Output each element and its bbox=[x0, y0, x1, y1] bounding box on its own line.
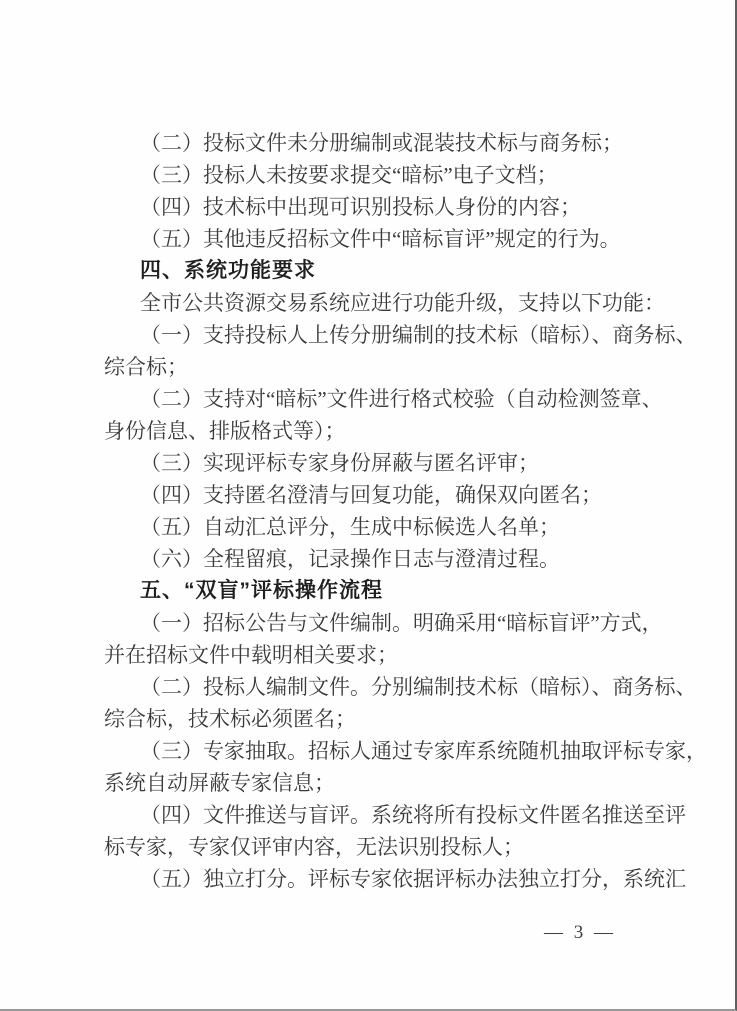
doc-line: 标专家，专家仅评审内容，无法识别投标人； bbox=[104, 835, 524, 859]
document-body bbox=[104, 127, 707, 895]
doc-line: （三）专家抽取。招标人通过专家库系统随机抽取评标专家， bbox=[140, 739, 707, 763]
doc-line: （一）支持投标人上传分册编制的技术标（暗标）、商务标、 bbox=[140, 323, 697, 347]
doc-line: （五）自动汇总评分，生成中标候选人名单； bbox=[140, 515, 560, 539]
doc-line: （二）投标人编制文件。分别编制技术标（暗标）、商务标、 bbox=[140, 675, 697, 699]
doc-line: （五）独立打分。评标专家依据评标办法独立打分，系统汇 bbox=[140, 867, 686, 891]
doc-line: （四）文件推送与盲评。系统将所有投标文件匿名推送至评 bbox=[140, 803, 686, 827]
doc-line: 系统自动屏蔽专家信息； bbox=[104, 771, 335, 795]
doc-line: （二）支持对“暗标”文件进行格式校验（自动检测签章、 bbox=[140, 387, 663, 411]
doc-line: 身份信息、排版格式等）； bbox=[104, 419, 346, 443]
section-heading: 四、系统功能要求 bbox=[140, 259, 316, 282]
page-number: — 3 — bbox=[544, 922, 616, 943]
doc-line: 综合标，技术标必须匿名； bbox=[104, 707, 356, 731]
doc-line: （一）招标公告与文件编制。明确采用“暗标盲评”方式， bbox=[140, 611, 663, 635]
section-heading: 五、“双盲”评标操作流程 bbox=[140, 579, 383, 602]
doc-line: （三）投标人未按要求提交“暗标”电子文档； bbox=[140, 163, 558, 187]
doc-line: 综合标； bbox=[104, 355, 188, 379]
doc-line: （五）其他违反招标文件中“暗标盲评”规定的行为。 bbox=[140, 227, 621, 251]
doc-line: 全市公共资源交易系统应进行功能升级，支持以下功能： bbox=[140, 291, 665, 315]
doc-line: （四）支持匿名澄清与回复功能，确保双向匿名； bbox=[140, 483, 602, 507]
doc-line: （六）全程留痕，记录操作日志与澄清过程。 bbox=[140, 547, 560, 571]
doc-line: （三）实现评标专家身份屏蔽与匿名评审； bbox=[140, 451, 539, 475]
doc-line: 并在招标文件中载明相关要求； bbox=[104, 643, 398, 667]
doc-line: （四）技术标中出现可识别投标人身份的内容； bbox=[140, 195, 581, 219]
doc-line: （二）投标文件未分册编制或混装技术标与商务标； bbox=[140, 131, 623, 155]
